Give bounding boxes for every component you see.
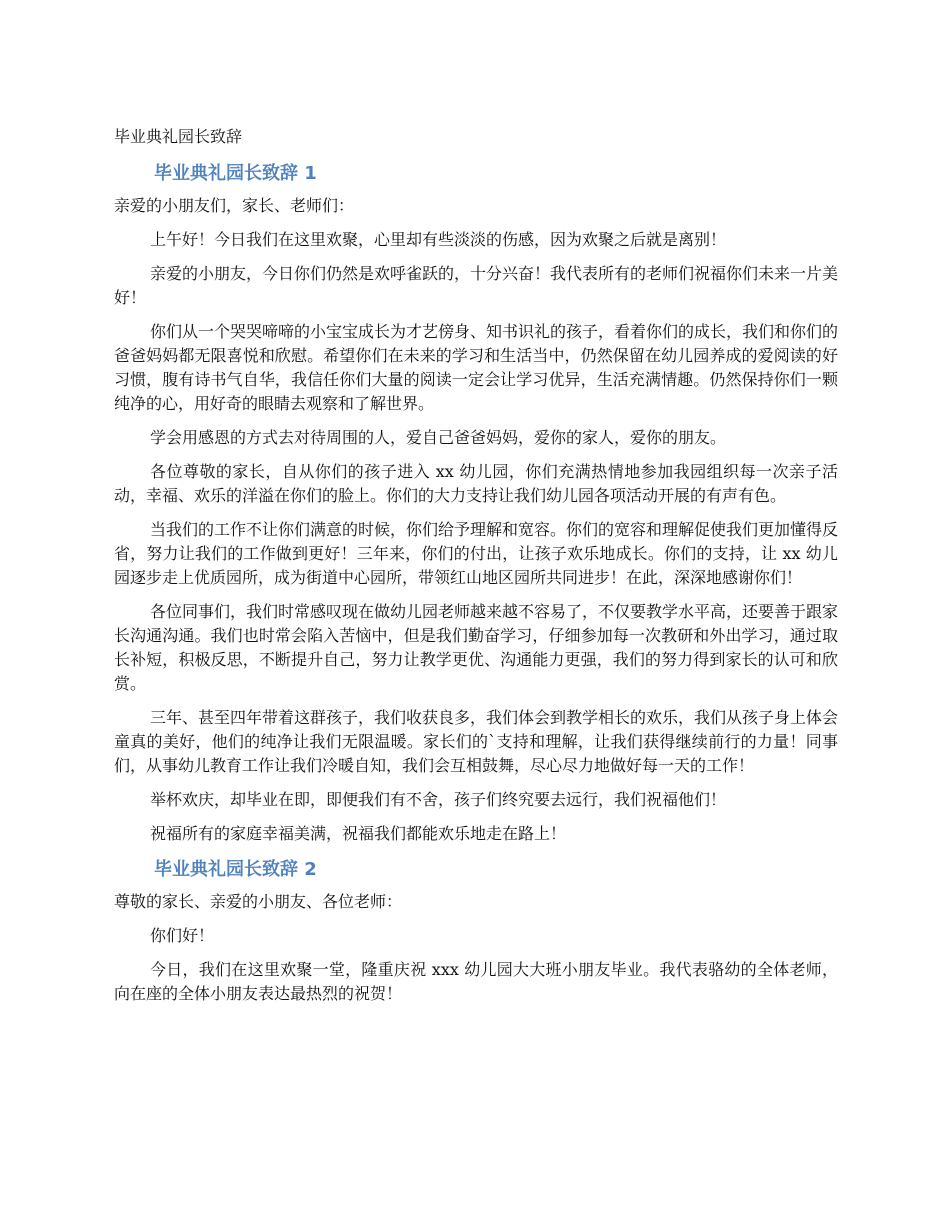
salutation: 尊敬的家长、亲爱的小朋友、各位老师： [114, 892, 403, 911]
paragraph: 三年、甚至四年带着这群孩子，我们收获良多，我们体会到教学相长的欢乐，我们从孩子身上体会童真的美好，他们的纯净让我们无限温暖。家长们的`支持和理解，让我们获得继续前行的力量！同事们，从事幼儿教育工作让我们冷暖自知，我们会互相鼓舞，尽心尽力地做好每一天的工作！ [114, 708, 839, 775]
paragraph: 学会用感恩的方式去对待周围的人，爱自己爸爸妈妈，爱你的家人，爱你的朋友。 [150, 428, 727, 447]
speech-section-1 [114, 160, 838, 846]
document-title: 毕业典礼园长致辞 [114, 127, 243, 146]
paragraph: 上午好！今日我们在这里欢聚，心里却有些淡淡的伤感，因为欢聚之后就是离别！ [150, 230, 727, 249]
paragraph: 祝福所有的家庭幸福美满，祝福我们都能欢乐地走在路上！ [150, 824, 567, 843]
paragraph: 各位同事们，我们时常感叹现在做幼儿园老师越来越不容易了，不仅要教学水平高，还要善于跟家长沟通沟通。我们也时常会陷入苦恼中，但是我们勤奋学习，仔细参加每一次教研和外出学习，通过取长补短，积极反思，不断提升自己，努力让教学更优、沟通能力更强，我们的努力得到家长的认可和欣赏。 [114, 602, 839, 693]
paragraph: 举杯欢庆，却毕业在即，即便我们有不舍，孩子们终究要去远行，我们祝福他们！ [150, 790, 727, 809]
paragraph: 你们从一个哭哭啼啼的小宝宝成长为才艺傍身、知书识礼的孩子，看着你们的成长，我们和你们的爸爸妈妈都无限喜悦和欣慰。希望你们在未来的学习和生活当中，仍然保留在幼儿园养成的爱阅读的好习惯，腹有诗书气自华，我信任你们大量的阅读一定会让学习优异，生活充满情趣。仍然保持你们一颗纯净的心，用好奇的眼睛去观察和了解世界。 [114, 322, 839, 413]
document-body [114, 124, 838, 1016]
paragraph: 当我们的工作不让你们满意的时候，你们给予理解和宽容。你们的宽容和理解促使我们更加懂得反省，努力让我们的工作做到更好！三年来，你们的付出，让孩子欢乐地成长。你们的支持，让 xx 幼儿园逐步走上优质园所，成为街道中心园所，带领红山地区园所共同进步！在此，深深地感谢你们！ [114, 520, 839, 587]
paragraph: 今日，我们在这里欢聚一堂，隆重庆祝 xxx 幼儿园大大班小朋友毕业。我代表骆幼的全体老师，向在座的全体小朋友表达最热烈的祝贺！ [114, 960, 838, 1003]
section-heading: 毕业典礼园长致辞 1 [154, 163, 317, 184]
paragraph: 你们好！ [150, 926, 215, 945]
speech-section-2 [114, 856, 838, 1006]
section-heading: 毕业典礼园长致辞 2 [154, 859, 317, 880]
salutation: 亲爱的小朋友们，家长、老师们： [114, 196, 355, 215]
paragraph: 各位尊敬的家长，自从你们的孩子进入 xx 幼儿园，你们充满热情地参加我园组织每一次亲子活动，幸福、欢乐的洋溢在你们的脸上。你们的大力支持让我们幼儿园各项活动开展的有声有色。 [114, 462, 838, 505]
paragraph: 亲爱的小朋友，今日你们仍然是欢呼雀跃的，十分兴奋！我代表所有的老师们祝福你们未来一片美好！ [114, 264, 839, 307]
